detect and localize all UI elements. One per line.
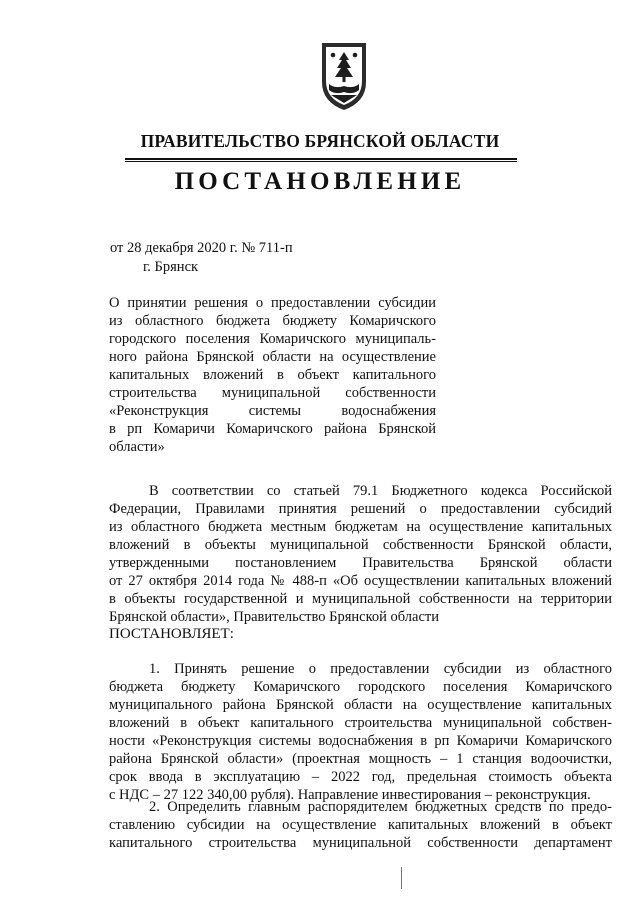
preamble-line: в объекты государственной и муниципальной собственности на территории: [109, 591, 612, 607]
subject-line: из областного бюджета бюджету Комаричского: [109, 313, 436, 329]
organization-title: ПРАВИТЕЛЬСТВО БРЯНСКОЙ ОБЛАСТИ: [140, 131, 500, 151]
preamble-paragraph: [109, 482, 612, 626]
preamble-line: из областного бюджета местным бюджетам на осуществление капитальных: [109, 519, 612, 535]
item-2-line: капитального строительства муниципальной собственности департамент: [109, 835, 612, 851]
preamble-line: Брянской области», Правительство Брянской области: [109, 609, 439, 625]
item-2-line: ставлению субсидии на осуществление капитальных вложений в объект: [109, 817, 612, 833]
document-date: от 28 декабря 2020 г. № 711-п: [110, 240, 293, 256]
title-rule-thick: [125, 158, 517, 160]
subject-line: ного района Брянской области на осуществление: [109, 349, 436, 365]
coat-of-arms-icon: [315, 38, 373, 116]
subject-line: области»: [109, 439, 165, 455]
title-rule-thin: [125, 161, 517, 162]
subject-line: строительства муниципальной собственности: [109, 385, 436, 401]
item-2-line: 2. Определить главным распорядителем бюджетных средств по предо-: [149, 799, 612, 815]
preamble-line: от 27 октября 2014 года № 488-п «Об осуществлении капитальных вложений: [109, 573, 612, 589]
item-1-line: ности «Реконструкция системы водоснабжения в рп Комаричи Комаричского: [109, 733, 612, 749]
document-subject: [109, 294, 436, 456]
subject-line: городского поселения Комаричского муниципаль-: [109, 331, 436, 347]
preamble-line: утвержденными постановлением Правительства Брянской области: [109, 555, 612, 571]
subject-line: капитальных вложений в объект капитального: [109, 367, 436, 383]
preamble-line: вложений в объекты муниципальной собственности Брянской области,: [109, 537, 612, 553]
item-1-line: муниципального района Брянской области на осуществление капитальных: [109, 697, 612, 713]
item-1-line: района Брянской области» (проектная мощность – 1 станция водоочистки,: [109, 751, 612, 767]
subject-line: в рп Комаричи Комаричского района Брянской: [109, 421, 436, 437]
document-city: г. Брянск: [143, 259, 199, 275]
subject-line: О принятии решения о предоставлении субсидии: [109, 295, 436, 311]
scan-mark: [401, 867, 402, 889]
item-1-line: 1. Принять решение о предоставлении субсидии из областного: [149, 661, 612, 677]
decree-word: ПОСТАНОВЛЯЕТ:: [109, 626, 234, 642]
item-2-paragraph: [109, 798, 612, 852]
document-type: ПОСТАНОВЛЕНИЕ: [174, 168, 466, 195]
item-1-line: вложений в объект капитального строительства муниципальной собствен-: [109, 715, 612, 731]
item-1-line: с НДС – 27 122 340,00 рубля). Направление инвестирования – реконструкция.: [109, 787, 591, 803]
preamble-line: Федерации, Правилами принятия решений о предоставлении субсидий: [109, 501, 612, 517]
item-1-paragraph: [109, 660, 612, 804]
item-1-line: срок ввода в эксплуатацию – 2022 год, предельная стоимость объекта: [109, 769, 612, 785]
subject-line: «Реконструкция системы водоснабжения: [109, 403, 436, 419]
item-1-line: бюджета бюджету Комаричского городского поселения Комаричского: [109, 679, 612, 695]
preamble-line: В соответствии со статьей 79.1 Бюджетного кодекса Российской: [149, 483, 612, 499]
